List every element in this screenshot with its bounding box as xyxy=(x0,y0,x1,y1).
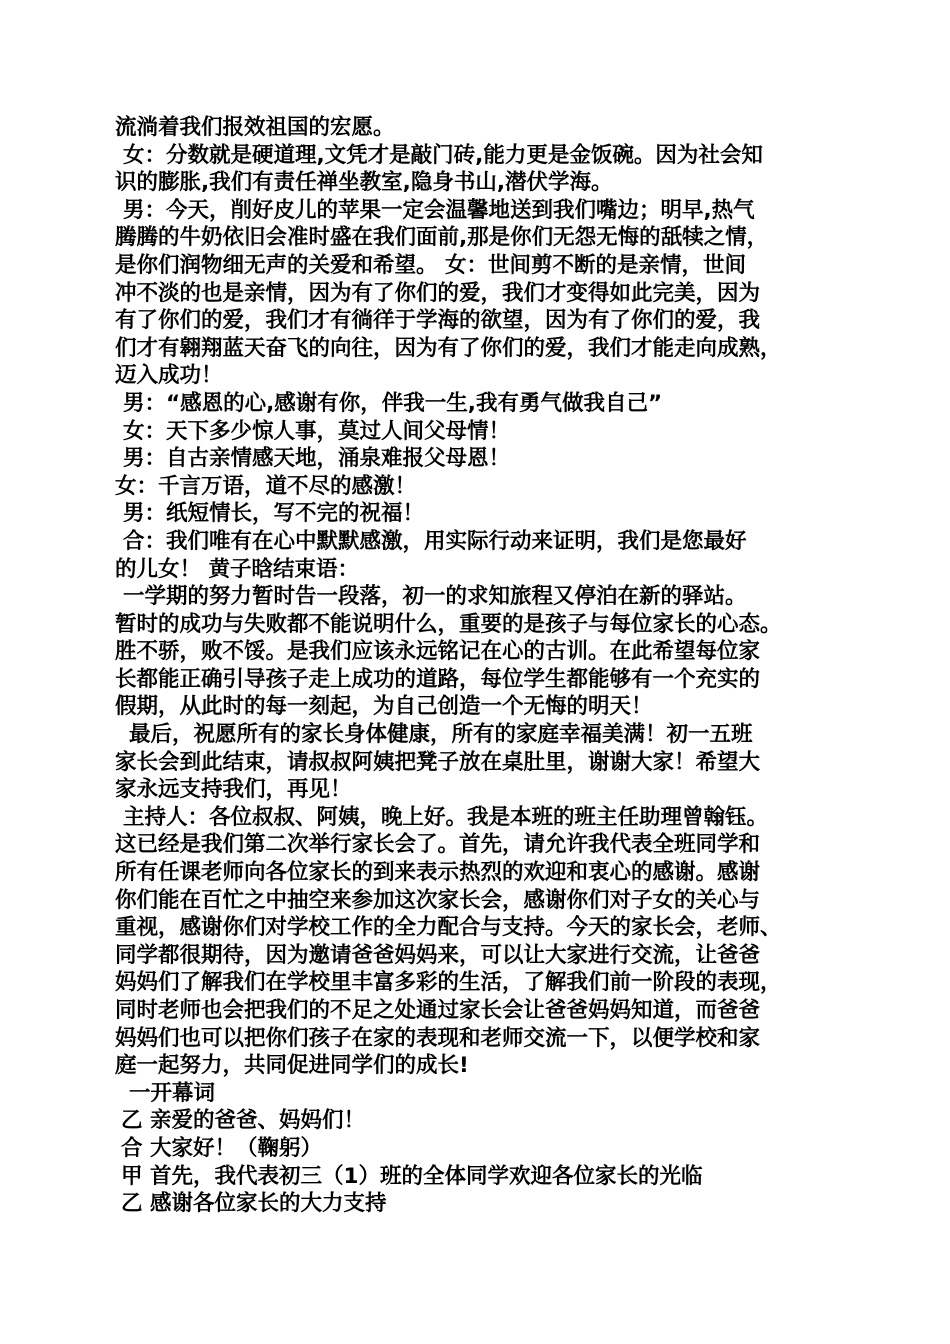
text-line: 女：天下多少惊人事，莫过人间父母情！ xyxy=(123,418,511,444)
text-line: 男：纸短情长，写不完的祝福！ xyxy=(123,501,425,527)
text-line: 的儿女！ 黄子晗结束语： xyxy=(115,556,359,582)
text-line: 假期，从此时的每一刻起，为自己创造一个无悔的明天！ xyxy=(115,694,653,720)
text-line: 男：自古亲情感天地，涌泉难报父母恩！ xyxy=(123,446,511,472)
text-line: 腾腾的牛奶依旧会准时盛在我们面前,那是你们无怨无悔的舐犊之情， xyxy=(115,225,769,251)
text-line: 家长会到此结束，请叔叔阿姨把凳子放在桌肚里，谢谢大家！希望大 xyxy=(115,749,761,775)
text-line: 流淌着我们报效祖国的宏愿。 xyxy=(115,115,395,140)
text-line: 识的膨胀,我们有责任禅坐教室,隐身书山,潜伏学海。 xyxy=(115,170,613,196)
text-line: 是你们润物细无声的关爱和希望。 女：世间剪不断的是亲情，世间 xyxy=(115,252,746,278)
text-line: 有了你们的爱，我们才有徜徉于学海的欲望，因为有了你们的爱，我 xyxy=(115,308,761,334)
text-line: 同时老师也会把我们的不足之处通过家长会让爸爸妈妈知道，而爸爸 xyxy=(115,998,761,1023)
text-line: 一学期的努力暂时告一段落，初一的求知旅程又停泊在新的驿站。 xyxy=(123,584,747,610)
text-line: 胜不骄，败不馁。是我们应该永远铭记在心的古训。在此希望每位家 xyxy=(115,639,761,665)
text-line: 冲不淡的也是亲情，因为有了你们的爱，我们才变得如此完美，因为 xyxy=(115,280,761,306)
text-line: 女：千言万语，道不尽的感激！ xyxy=(115,473,417,499)
text-line: 最后，祝愿所有的家长身体健康，所有的家庭幸福美满！初一五班 xyxy=(129,722,753,748)
text-line: 你们能在百忙之中抽空来参加这次家长会，感谢你们对子女的关心与 xyxy=(115,887,761,913)
text-line: 合 大家好！（鞠躬） xyxy=(121,1135,322,1161)
text-line: 这已经是我们第二次举行家长会了。首先，请允许我代表全班同学和 xyxy=(115,832,761,858)
text-line: 主持人：各位叔叔、阿姨，晚上好。我是本班的班主任助理曾翰钰。 xyxy=(123,804,769,830)
text-line: 庭一起努力，共同促进同学们的成长! xyxy=(115,1053,469,1079)
text-line: 乙 感谢各位家长的大力支持 xyxy=(121,1191,387,1217)
text-line: 一开幕词 xyxy=(129,1080,216,1106)
text-line: 乙 亲爱的爸爸、妈妈们！ xyxy=(121,1108,365,1134)
document-body xyxy=(115,114,855,1218)
text-line: 暂时的成功与失败都不能说明什么，重要的是孩子与每位家长的心态。 xyxy=(115,611,782,637)
text-line: 同学都很期待，因为邀请爸爸妈妈来，可以让大家进行交流，让爸爸 xyxy=(115,942,761,968)
text-line: 妈妈们也可以把你们孩子在家的表现和老师交流一下，以便学校和家 xyxy=(115,1025,761,1051)
text-line: 长都能正确引导孩子走上成功的道路，每位学生都能够有一个充实的 xyxy=(115,666,761,692)
text-line: 们才有翱翔蓝天奋飞的向往，因为有了你们的爱，我们才能走向成熟， xyxy=(115,335,782,361)
text-line: 家永远支持我们，再见！ xyxy=(115,777,352,803)
text-line: 所有任课老师向各位家长的到来表示热烈的欢迎和衷心的感谢。感谢 xyxy=(115,860,761,886)
text-line: 合：我们唯有在心中默默感激，用实际行动来证明，我们是您最好 xyxy=(123,528,747,554)
text-line: 男：今天，削好皮儿的苹果一定会温馨地送到我们嘴边；明早,热气 xyxy=(123,197,755,223)
text-line: 妈妈们了解我们在学校里丰富多彩的生活，了解我们前一阶段的表现， xyxy=(115,970,782,996)
text-line: 迈入成功！ xyxy=(115,363,223,389)
text-line: 甲 首先，我代表初三（1）班的全体同学欢迎各位家长的光临 xyxy=(121,1163,703,1189)
text-line: 女：分数就是硬道理,文凭才是敲门砖,能力更是金饭碗。因为社会知 xyxy=(123,142,763,168)
text-line: 男：“感恩的心,感谢有你，伴我一生,我有勇气做我自己” xyxy=(123,390,663,416)
text-line: 重视，感谢你们对学校工作的全力配合与支持。今天的家长会，老师、 xyxy=(115,915,782,941)
